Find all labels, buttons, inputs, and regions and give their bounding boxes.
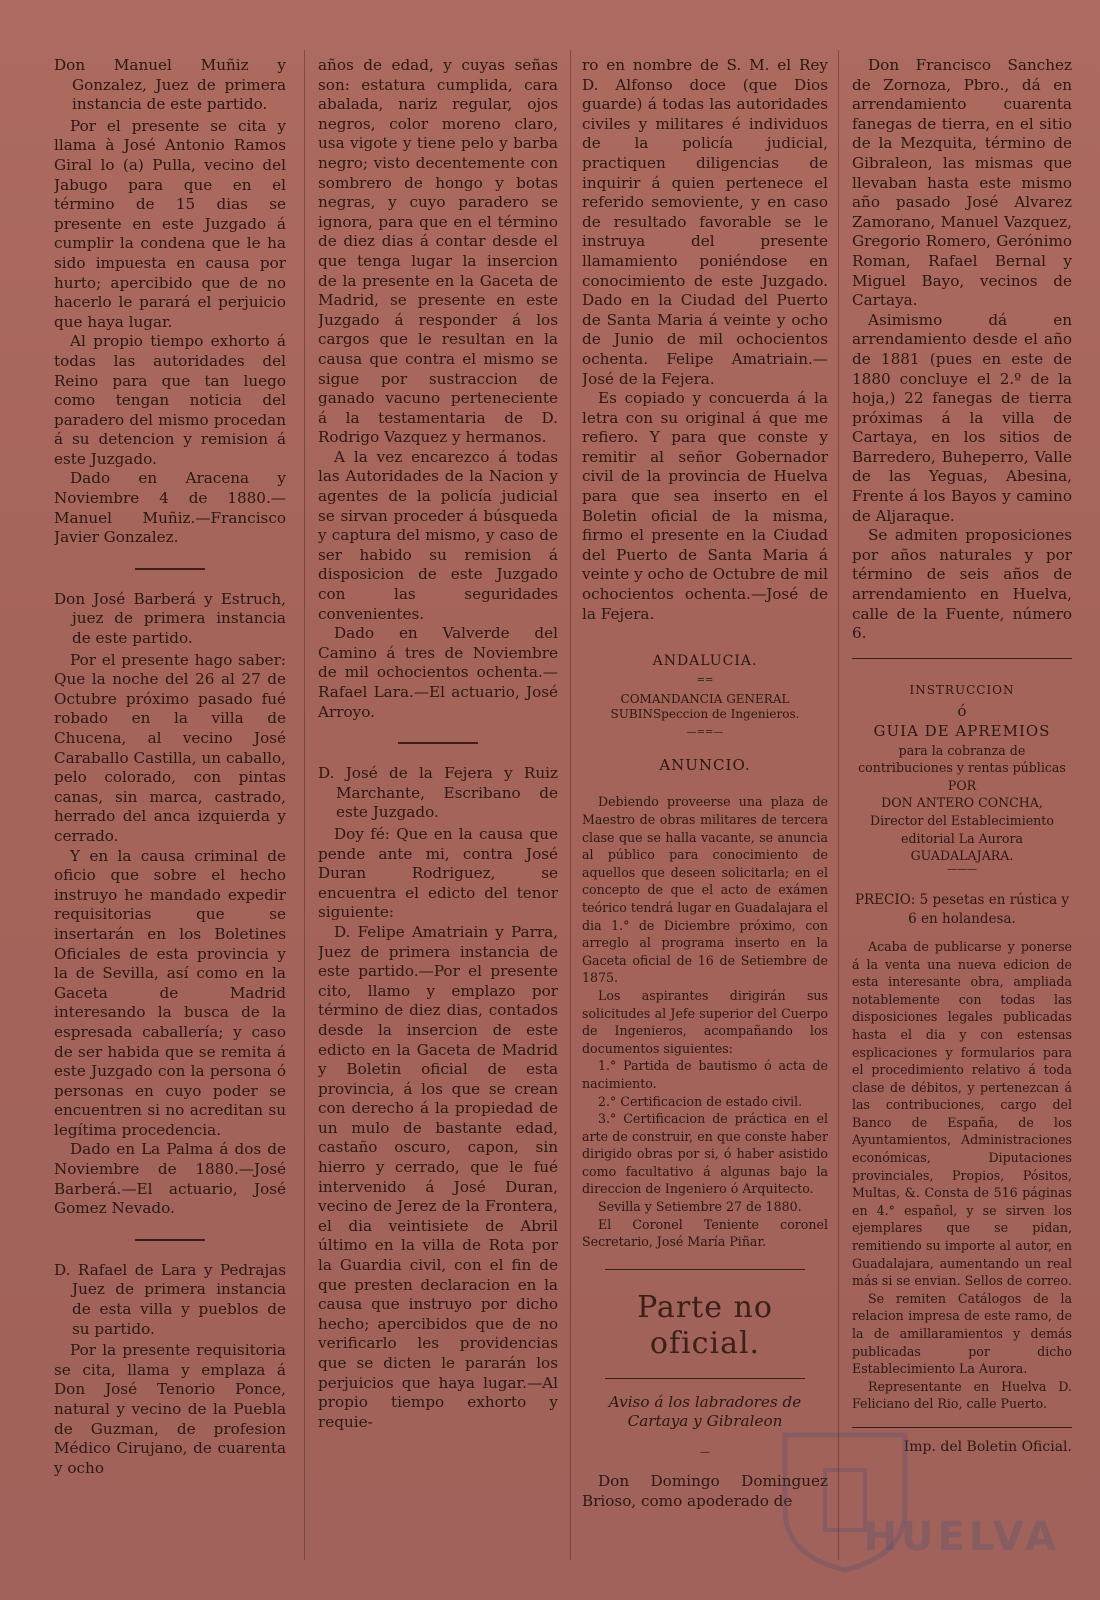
notice-paragraph: Al propio tiempo exhorto á todas las autoridades del Reino para que tan luego como tengan noticia del paradero del mismo procedan á su detencion y remision á este Juzgado. <box>54 332 286 468</box>
aviso-heading: Aviso á los labradores de Cartaya y Gibraleon <box>608 1392 802 1431</box>
notice-paragraph: Por el presente hago saber: Que la noche del 26 al 27 de Octubre próximo pasado fué robado en la villa de Chucena, al vecino José Caraballo Castilla, un caballo, pelo colorado, con pintas canas, sin marca, castrado, herrado del anca izquierda y cerrado. <box>54 650 286 845</box>
column-rule <box>838 50 839 1560</box>
column-3 <box>582 56 828 1570</box>
printer-imprint: Imp. del Boletin Oficial. <box>903 1438 1072 1455</box>
anuncio-item: 2.° Certificacion de estado civil. <box>598 1093 803 1109</box>
notice-paragraph: D. Felipe Amatriain y Parra, Juez de primera instancia de este partido.—Por el presente cito, llamo y emplazo por término de diez dias, contados desde la insercion de este edicto en la Gaceta de Madrid y Boletin oficial de esta provincia, á los que se crean con derecho á la propiedad de un mulo de bastante edad, castaño oscuro, capon, sin hierro y cerrado, que le fué intervenido á José Duran, vecino de Jerez de la Frontera, el dia veintisiete de Abril último en la villa de Rota por la Guardia civil, con el fin de que presten declaracion en la causa que instruyo por dicho hecho; apercibidos que de no verificarlo les providencias que se dicten le pararán los perjuicios que haya lugar.—Al propio tiempo exhorto y requie- <box>318 922 558 1431</box>
section-divider <box>135 1239 205 1241</box>
notice-header: D. Rafael de Lara y Pedrajas Juez de primera instancia de esta villa y pueblos de su partido. <box>54 1260 286 1338</box>
notice-paragraph: Es copiado y concuerda á la letra con su original á que me refiero. Y para que conste y remitir al señor Gobernador civil de la provincia de Huelva para que sea inserto en el Boletin oficial de la misma, firmo el presente en la Ciudad del Puerto de Santa Maria á veinte y ocho de Octubre de mil ochocientos ochenta.—José de la Fejera. <box>582 389 828 623</box>
notice-paragraph: Representante en Huelva D. Feliciano del Rio, calle Puerto. <box>852 1378 1072 1412</box>
section-divider <box>852 658 1072 659</box>
notice-paragraph: ro en nombre de S. M. el Rey D. Alfonso doce (que Dios guarde) á todas las autoridades civiles y militares é individuos de la policía judicial, practiquen diligencias de inquirir á quien pertenece el referido semoviente, y en caso de resultado favorable se le instruya del presente llamamiento poniéndose en conocimiento de este Juzgado. Dado en la Ciudad del Puerto de Santa Maria á veinte y ocho de Junio de mil ochocientos ochenta. Felipe Amatriain.—José de la Fejera. <box>582 56 828 388</box>
notice-signature: Dado en Valverde del Camino á tres de Noviembre de mil ochocientos ochenta.—Rafael Lara.—El actuario, José Arroyo. <box>318 624 558 721</box>
price-line: PRECIO: 5 pesetas en rústica y 6 en holandesa. <box>854 891 1070 928</box>
guia-city: GUADALAJARA. <box>910 848 1014 864</box>
notice-signature: Dado en Aracena y Noviembre 4 de 1880.—Manuel Muñiz.—Francisco Javier Gonzalez. <box>54 469 286 547</box>
guia-author: DON ANTERO CONCHA, <box>881 795 1043 811</box>
notice-paragraph: Don Domingo Dominguez Brioso, como apoderado de <box>582 1472 828 1510</box>
anuncio-signature: El Coronel Teniente coronel Secretario, José María Piñar. <box>582 1216 828 1250</box>
notice-paragraph: años de edad, y cuyas señas son: estatura cumplida, cara abalada, nariz regular, ojos negros, color moreno claro, usa vigote y tiene pelo y barba negro; visto decentemente con sombrero de hongo y botas negras, y cuyo paradero se ignora, para que en el término de diez dias á contar desde el que tenga lugar la insercion de la presente en la Gaceta de Madrid, se presente en este Juzgado á responder á los cargos que le resultan en la causa que contra el mismo se sigue por sustraccion de ganado vacuno perteneciente á la testamentaria de D. Rodrigo Vazquez y hermanos. <box>318 56 558 447</box>
huelva-watermark: HUELVA <box>863 1514 1060 1560</box>
notice-paragraph: Doy fé: Que en la causa que pende ante mi, contra José Duran Rodriguez, se encuentra el edicto del tenor siguiente: <box>318 824 558 922</box>
section-divider <box>398 742 478 744</box>
dash-ornament: —==— <box>686 726 724 738</box>
section-heading: ANDALUCIA. <box>652 653 758 670</box>
column-4 <box>852 56 1072 1570</box>
notice-header: D. José de la Fejera y Ruiz Marchante, Escribano de este Juzgado. <box>318 764 558 822</box>
anuncio-paragraph: Los aspirantes dirigirán sus solicitudes al Jefe superior del Cuerpo de Ingenieros, acompañando los documentos siguientes: <box>582 987 828 1056</box>
notice-header: Don Manuel Muñiz y Gonzalez, Juez de primera instancia de este partido. <box>54 56 286 114</box>
anuncio-item: 1.° Partida de bautismo ó acta de nacimiento. <box>582 1058 828 1091</box>
notice-paragraph: Acaba de publicarse y ponerse á la venta una nueva edicion de esta interesante obra, ampliada notablemente con todas las disposiciones legales publicadas hasta el dia y con estensas esplicaciones y formularios para el procedimiento relativo á toda clase de débitos, y pertenezcan á las contribuciones, cargo del Banco de España, de los Ayuntamientos, Administraciones económicas, Diputaciones provinciales, Propios, Pósitos, Multas, &. Consta de 516 páginas en 4.° español, y se sirven los ejemplares que se pidan, remitiendo su importe al autor, en Guadalajara, aumentando un real más si se envian. Sellos de correo. <box>852 938 1072 1289</box>
notice-paragraph: A la vez encarezco á todas las Autoridades de la Nacion y agentes de la policía judicial se sirvan proceder á búsqueda y captura del mismo, y caso de ser habido su remision á disposicion de este Juzgado con las seguridades convenientes. <box>318 447 558 623</box>
instruccion-heading: INSTRUCCION <box>909 682 1015 697</box>
notice-header: Don José Barberá y Estruch, juez de primera instancia de este partido. <box>54 589 286 648</box>
guia-by: POR <box>947 777 977 793</box>
notice-paragraph: Por el presente se cita y llama à José Antonio Ramos Giral lo (a) Pulla, vecino del Jabugo para que en el término de 15 dias se presente en este Juzgado á cumplir la condena que le ha sido impuesta en causa por hurto; apercibido que de no hacerlo le parará el perjuicio que haya lugar. <box>54 116 286 331</box>
column-1 <box>54 56 286 1570</box>
section-divider <box>605 1269 805 1270</box>
guia-subtitle: para la cobranza de contribuciones y rentas públicas <box>858 742 1066 776</box>
notice-paragraph: Por la presente requisitoria se cita, llama y emplaza á Don José Tenorio Ponce, natural y vecino de la Puebla de Guzman, de profesion Médico Cirujano, de cuarenta y ocho <box>54 1341 286 1477</box>
dash-ornament: == <box>696 674 714 686</box>
anuncio-date: Sevilla y Setiembre 27 de 1880. <box>598 1199 802 1215</box>
notice-paragraph: Don Francisco Sanchez de Zornoza, Pbro., dá en arrendamiento cuarenta fanegas de tierra, en el sitio de la Mezquita, término de Gibraleon, las mismas que llevaban hasta este mismo año pasado José Alvarez Zamorano, Manuel Vazquez, Gregorio Romero, Gerónimo Roman, Rafael Bernal y Miguel Bayo, vecinos de Cartaya. <box>852 56 1072 310</box>
column-2 <box>318 56 558 1570</box>
instruccion-or: ó <box>957 702 967 721</box>
notice-paragraph: Se admiten proposiciones por años naturales y por término de seis años de arrendamiento en Huelva, calle de la Fuente, número 6. <box>852 526 1072 643</box>
column-rule <box>304 50 305 1560</box>
dash-ornament: ——— <box>947 863 977 875</box>
notice-paragraph: Y en la causa criminal de oficio que sobre el hecho instruyo he mandado expedir requisitorias que se insertarán en los Boletines Oficiales de esta provincia y la de Sevilla, así como en la Gaceta de Madrid interesando la busca de la espresada caballería; y caso de ser habida que se remita á este Juzgado con la persona ó personas en cuyo poder se encuentren si no acreditan su legítima procedencia. <box>54 846 286 1139</box>
anuncio-item: 3.° Certificacion de práctica en el arte de construir, en que conste haber dirigido obras por si, ó haber asistido como facultativo á algunas bajo la direccion de Ingeniero ó Arquitecto. <box>582 1111 828 1197</box>
dash-ornament: — <box>700 1447 710 1459</box>
notice-signature: Dado en La Palma á dos de Noviembre de 1880.—José Barberá.—El actuario, José Gomez Nevado. <box>54 1140 286 1218</box>
parte-no-oficial-heading: Parte no oficial. <box>637 1289 773 1361</box>
guia-director: Director del Establecimiento editorial La Aurora <box>870 812 1054 846</box>
guia-title: GUIA DE APREMIOS <box>873 722 1051 740</box>
anuncio-heading: ANUNCIO. <box>659 755 751 774</box>
notice-paragraph: Asimismo dá en arrendamiento desde el año de 1881 (pues en este de 1880 concluye el 2.º de la hoja,) 22 fanegas de tierra próximas á la villa de Cartaya, en los sitios de Barredero, Buheperro, Valle de las Yeguas, Abesina, Frente á los Bayos y camino de Aljaraque. <box>852 310 1072 525</box>
section-subheading: COMANDANCIA GENERAL SUBINSpeccion de Ingenieros. <box>610 691 800 721</box>
notice-paragraph: Se remiten Catálogos de la relacion impresa de este ramo, de la de amillaramientos y demás publicadas por dicho Establecimiento La Aurora. <box>852 1290 1072 1377</box>
section-divider <box>605 1378 805 1379</box>
anuncio-paragraph: Debiendo proveerse una plaza de Maestro de obras militares de tercera clase que se halla vacante, se anuncia al público para conocimiento de aquellos que deseen solicitarla; en el concepto de que el acto de exámen teórico tendrá lugar en Guadalajara el dia 1.° de Diciembre próximo, con arreglo al programa inserto en la Gaceta oficial de 16 de Setiembre de 1875. <box>582 794 828 986</box>
column-rule <box>570 50 571 1560</box>
section-divider <box>135 568 205 570</box>
